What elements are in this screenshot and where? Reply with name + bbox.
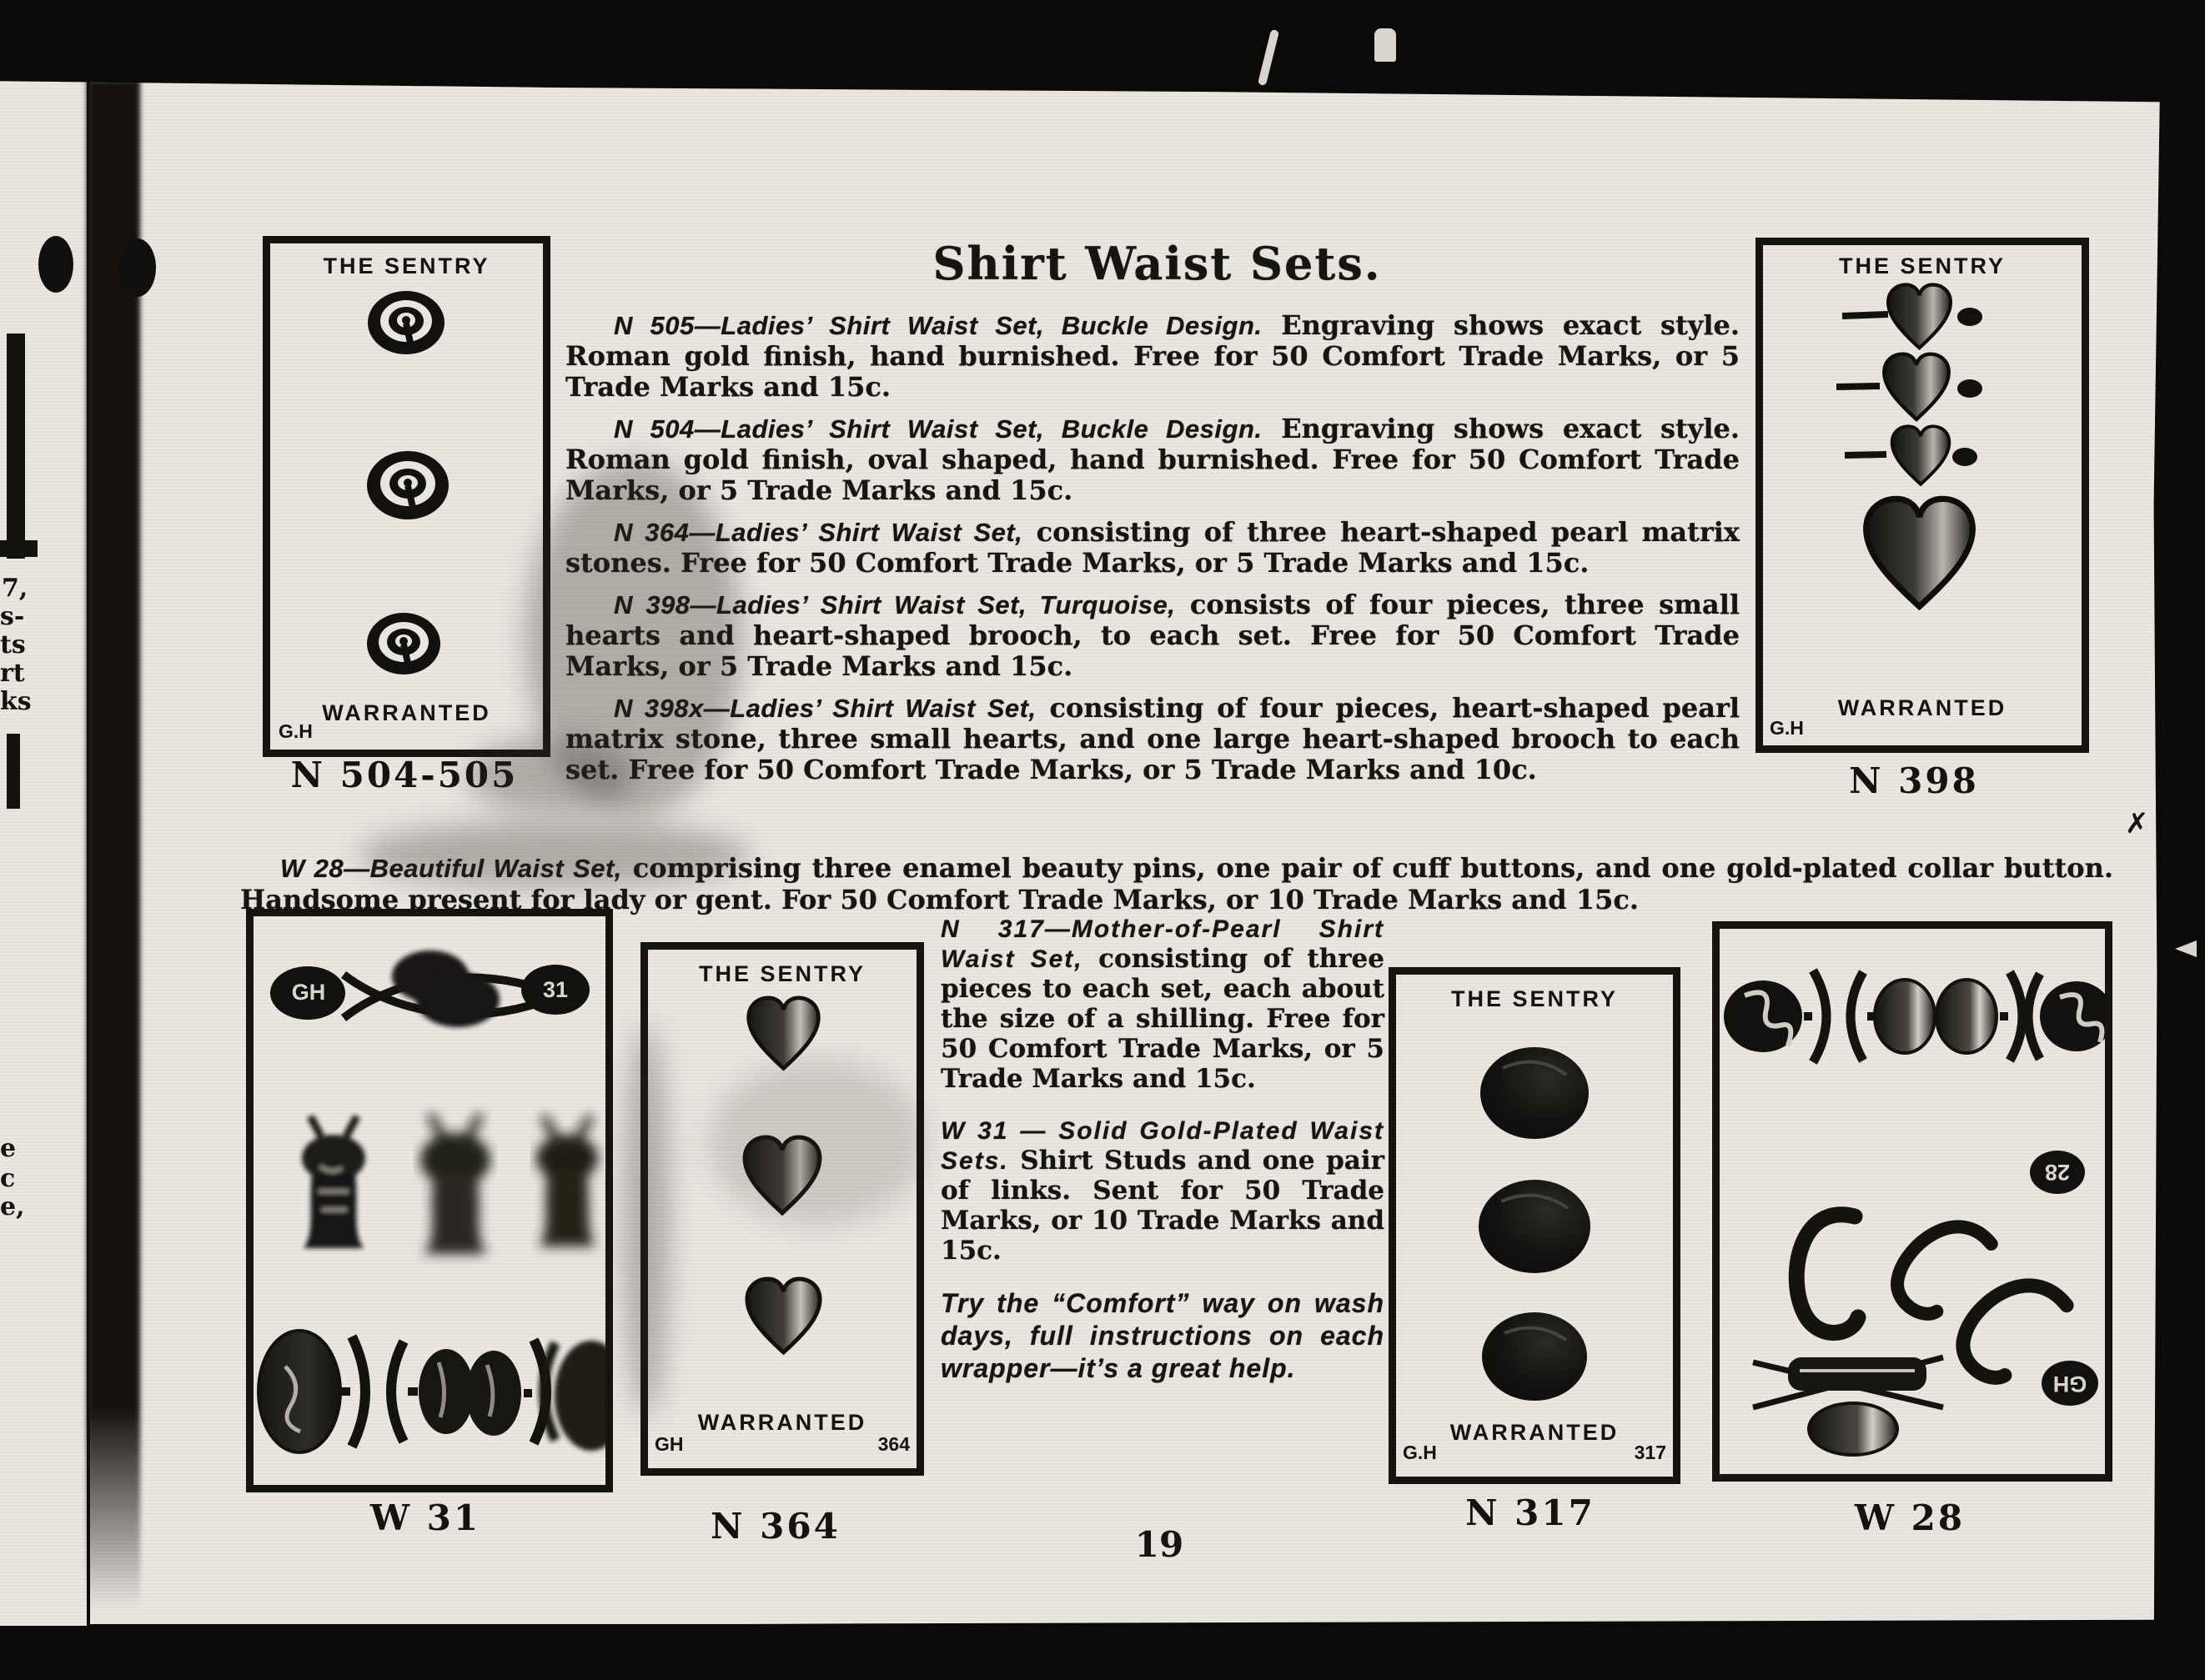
book-gutter-shadow <box>87 80 140 1624</box>
clipped-text-fragment: s- <box>0 602 25 631</box>
listing-n504-lead: N 504—Ladies’ Shirt Waist Set, Buckle Design. <box>614 414 1263 444</box>
listing-w31-lead: W 31 — Solid Gold-Plated Waist Sets. <box>941 1117 1384 1175</box>
buckle-button-icon <box>368 291 445 354</box>
margin-x-mark: ✗ <box>2125 807 2149 840</box>
listing-n398x-body: consisting of four pieces, heart-shaped pearl matrix stone, three small hearts, and one large heart-shaped brooch to each set. Free for 50 Comfort Trade Marks, or 5 Trade Marks and 10c. <box>565 692 1740 785</box>
buckle-buttons-illustration <box>270 243 543 750</box>
cuff-link-icon <box>544 1341 605 1451</box>
adjacent-card-frame-fragment <box>7 333 25 559</box>
page-number: 19 <box>1134 1524 1184 1565</box>
heart-stone-icon <box>749 998 819 1069</box>
card-n317 <box>1389 967 1680 1484</box>
listing-n504-body: Engraving shows exact style. Roman gold finish, oval shaped, hand burnished. Free for 50 Comfort Trade Marks, or 5 Trade Marks and 15c. <box>565 413 1740 506</box>
maker-initials: G.H <box>1770 717 1804 739</box>
buckle-button-icon <box>367 613 440 675</box>
pearl-button-icon <box>1480 1047 1589 1139</box>
sentry-brand-label: THE SENTRY <box>698 961 866 986</box>
ink-blob <box>118 238 156 297</box>
large-heart-brooch-icon <box>1866 499 1973 606</box>
listing-n398-body: consists of four pieces, three small hearts and heart-shaped brooch, to each set. Free for 50 Comfort Trade Marks, or 5 Trade Marks and 15c. <box>565 589 1740 682</box>
listing-n505-body: Engraving shows exact style. Roman gold finish, hand burnished. Free for 50 Comfort Trade Marks, or 5 Trade Marks and 15c. <box>565 309 1740 403</box>
pearl-button-icon <box>1479 1180 1590 1273</box>
card-caption-w31: W 31 <box>369 1497 481 1538</box>
buckle-button-icon <box>367 451 449 519</box>
clipped-text-fragment: e, <box>0 1192 25 1221</box>
scan-edge-bottom <box>0 1616 2205 1680</box>
pearl-buttons-illustration <box>1396 975 1673 1477</box>
maker-initials: GH <box>655 1433 684 1455</box>
listing-n505 <box>565 310 1740 403</box>
small-heart-pin-icon <box>1842 285 1982 349</box>
shirt-stud-icon <box>536 1116 598 1246</box>
sentry-brand-label: THE SENTRY <box>323 253 490 278</box>
maker-initials: G.H <box>1403 1442 1437 1463</box>
pearl-button-icon <box>1482 1312 1587 1401</box>
ink-blob <box>38 236 73 293</box>
listing-n364 <box>565 517 1740 579</box>
maker-initials: G.H <box>279 720 313 742</box>
card-number: 364 <box>877 1433 910 1455</box>
listing-n398x-lead: N 398x—Ladies’ Shirt Waist Set, <box>614 694 1037 723</box>
smudge <box>709 1059 926 1226</box>
comfort-promo-note: Try the “Comfort” way on wash days, full instructions on each wrapper—it’s a great help. <box>941 1288 1384 1383</box>
card-w31 <box>246 909 613 1492</box>
page-title: Shirt Waist Sets. <box>932 237 1382 290</box>
clipped-text-fragment: 7, <box>2 574 28 603</box>
shirt-stud-icon <box>420 1115 490 1254</box>
cuff-link-icon <box>466 1340 546 1443</box>
smudge <box>359 821 751 888</box>
listing-n317-body: consisting of three pieces to each set, each about the size of a shilling. Free for 50 Comfort Trade Marks, or 5 Trade Marks and 15c. <box>941 944 1384 1094</box>
clipped-text-fragment: rt <box>0 659 25 688</box>
clipped-text-fragment: c <box>0 1164 16 1193</box>
smudge <box>525 459 742 817</box>
card-w28 <box>1712 921 2112 1482</box>
listing-n317-lead: N 317—Mother-of-Pearl Shirt Waist Set, <box>941 915 1384 973</box>
card-caption-w28: W 28 <box>1854 1497 1966 1538</box>
beauty-pin-icon <box>1796 1215 1858 1333</box>
heart-set-illustration <box>1763 245 2082 745</box>
listing-column <box>565 310 1740 796</box>
cuff-link-icon <box>391 1341 474 1442</box>
listing-n398x <box>565 693 1740 785</box>
ornate-cuff-button-icon <box>1724 970 1826 1062</box>
card-caption-n398: N 398 <box>1849 760 1979 801</box>
listing-n504 <box>565 414 1740 506</box>
card-n398 <box>1755 238 2089 753</box>
smudge <box>624 1026 670 1417</box>
listing-n398-lead: N 398—Ladies’ Shirt Waist Set, Turquoise, <box>614 590 1176 619</box>
clipped-text-fragment: ks <box>0 687 32 716</box>
adjacent-card-frame-fragment <box>0 540 38 557</box>
number-badge-text: 28 <box>2044 1160 2071 1185</box>
warranted-label: WARRANTED <box>697 1410 867 1435</box>
maker-badge-text: GH <box>2052 1372 2087 1397</box>
sentry-brand-label: THE SENTRY <box>1450 986 1618 1011</box>
card-number: 317 <box>1634 1442 1666 1463</box>
ornate-cuff-button-icon <box>2028 974 2105 1059</box>
listing-w31 <box>941 1116 1384 1266</box>
sentry-brand-label: THE SENTRY <box>1838 253 2006 278</box>
listing-w28-lead: W 28—Beautiful Waist Set, <box>280 854 622 883</box>
warranted-label: WARRANTED <box>1837 695 2007 720</box>
warranted-label: WARRANTED <box>1449 1420 1620 1445</box>
collar-button-icon <box>1753 1357 1943 1455</box>
card-caption-n364: N 364 <box>711 1506 841 1547</box>
listing-w28-body: comprising three enamel beauty pins, one pair of cuff buttons, and one gold-plated collar button. Handsome present for lady or gent. For 50 Comfort Trade Marks, or 10 Trade Marks and 15c. <box>240 852 2114 915</box>
cuff-link-icon <box>259 1331 365 1452</box>
listing-w31-body: Shirt Studs and one pair of links. Sent for 50 Trade Marks, or 10 Trade Marks and 15c. <box>941 1146 1384 1266</box>
listing-n505-lead: N 505—Ladies’ Shirt Waist Set, Buckle Design. <box>614 311 1263 340</box>
clipped-text-fragment: e <box>0 1134 17 1163</box>
adjacent-card-frame-fragment <box>7 734 20 809</box>
small-heart-pin-icon <box>1836 354 1982 419</box>
card-caption-n317: N 317 <box>1465 1492 1595 1533</box>
listing-n364-body: consisting of three heart-shaped pearl matrix stones. Free for 50 Comfort Trade Marks, or 5 Trade Marks and 15c. <box>565 516 1740 579</box>
listing-n364-lead: N 364—Ladies’ Shirt Waist Set, <box>614 518 1023 547</box>
scan-scratch-mark <box>1374 28 1396 62</box>
number-badge-text: 31 <box>542 977 569 1002</box>
warranted-label: WARRANTED <box>322 700 491 725</box>
plain-cuff-button-icon <box>1851 972 1935 1061</box>
small-heart-pin-icon <box>1845 426 1977 484</box>
bottom-text-column <box>941 914 1384 1407</box>
scan-edge-right <box>2152 0 2205 1680</box>
heart-stone-icon <box>747 1279 820 1352</box>
facing-page-sliver <box>0 78 87 1626</box>
plain-cuff-button-icon <box>1936 972 2022 1061</box>
shirt-stud-icon <box>302 1116 365 1248</box>
maker-badge-text: GH <box>291 980 326 1005</box>
listing-n317 <box>941 914 1384 1094</box>
clipped-text-fragment: ts <box>0 630 26 659</box>
card-n504-505 <box>263 236 550 757</box>
card-caption-n504-505: N 504-505 <box>290 755 519 795</box>
